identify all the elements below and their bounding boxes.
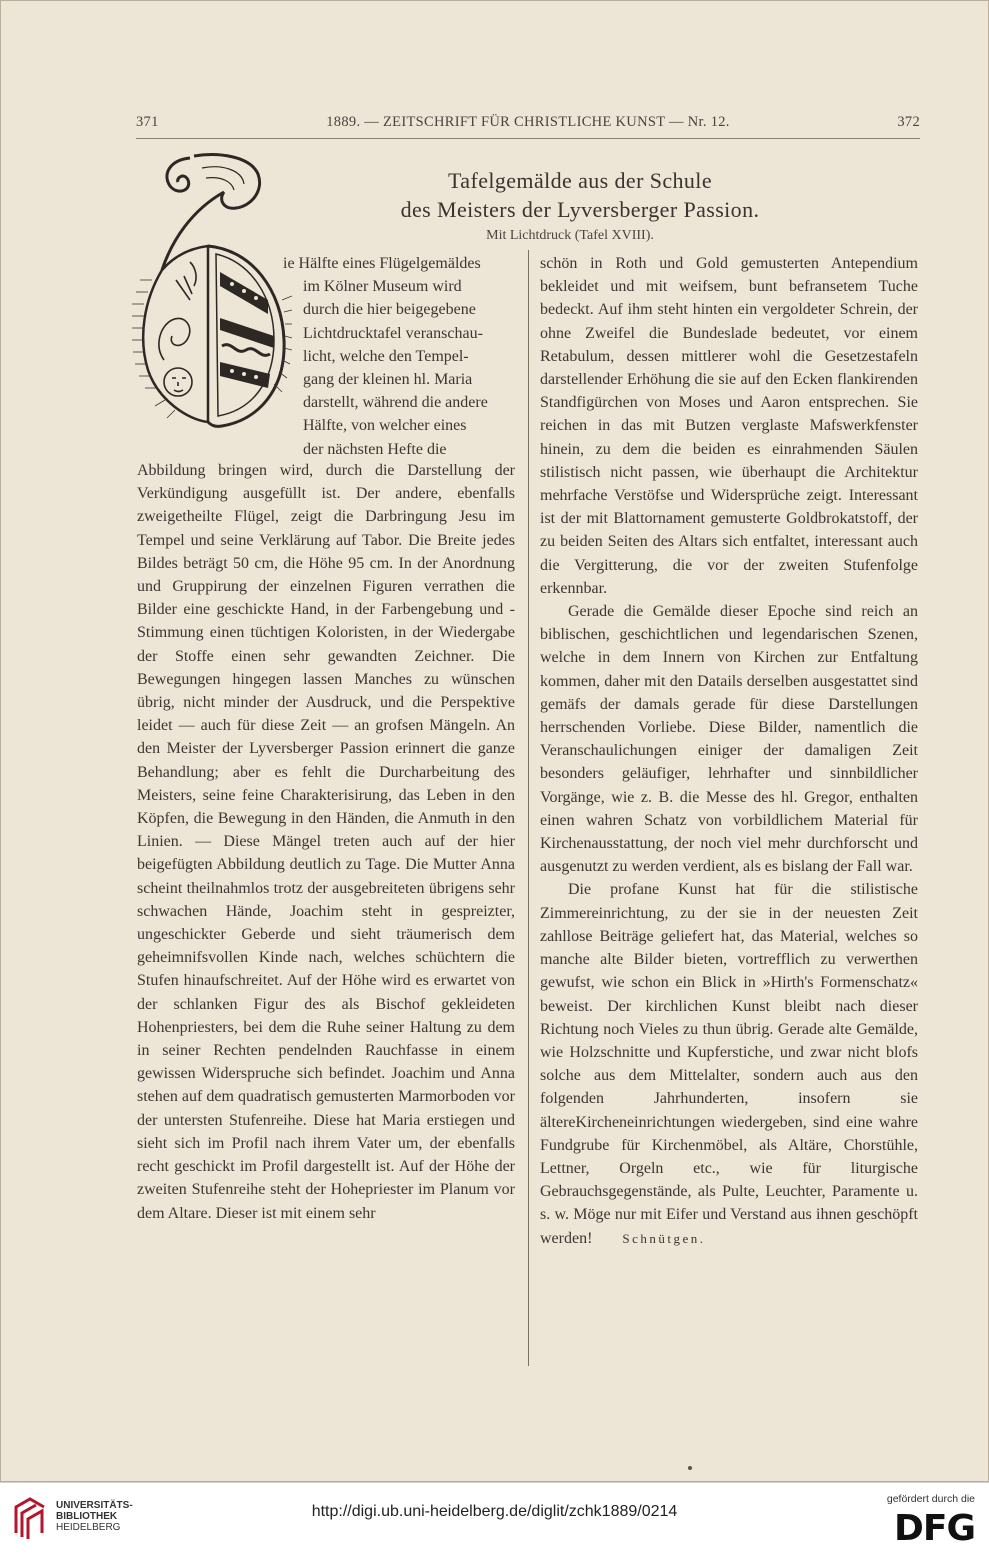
text-line: licht, welche den Tempel- — [303, 347, 469, 365]
text-line: im Kölner Museum wird — [303, 278, 462, 296]
text-line: Lichtdrucktafel veranschau- — [303, 324, 483, 342]
viewer-footer — [0, 1482, 989, 1555]
funding-caption: gefördert durch die — [886, 1493, 975, 1505]
running-header — [136, 114, 920, 134]
header-rule — [136, 138, 920, 139]
university-name-line: BIBLIOTHEK — [56, 1511, 118, 1522]
journal-header: 1889. — ZEITSCHRIFT FÜR CHRISTLICHE KUNST — Nr. 12. — [326, 114, 730, 130]
university-name-line: HEIDELBERG — [56, 1522, 121, 1533]
document-url-link[interactable]: http://digi.ub.uni-heidelberg.de/diglit/zchk1889/0214 — [311, 1503, 678, 1520]
article-subtitle: Mit Lichtdruck (Tafel XVIII). — [486, 228, 654, 243]
left-column — [137, 459, 515, 1225]
university-name-line: UNIVERSITÄTS- — [56, 1500, 133, 1511]
author-signature: Schnütgen. — [622, 1230, 706, 1246]
body-paragraph: Gerade die Gemälde dieser Epoche sind reich an biblischen, geschichtlichen und legendarischen Szenen, welche in dem Innern von Kirchen zur Entfaltung kommen, daher mit den Datails derselben ausgestattet sind gemäfs der damals gerade für diese Darstellungen herrschenden Vorliebe. Diese Bilder, namentlich die Veranschaulichungen einiger der damaligen Zeit besonders geläufiger, lehrhafter und sinnbildlicher Vorgänge, wie z. B. die Messe des hl. Gregor, enthalten einen wahren Schatz von vorbildlichem Material für Kirchenausstattung, der noch viel mehr durchforscht und ausgenutzt zu werden verdient, als es bislang der Fall war. — [540, 603, 918, 876]
article-title-line-2: des Meisters der Lyversberger Passion. — [400, 197, 760, 222]
page-number-left: 371 — [136, 114, 159, 130]
paragraph-text: Die profane Kunst hat für die stilistische Zimmereinrichtung, zu der sie in der neuesten Zeit zahllose Beiträge geliefert hat, das Material, welches so manche alte Bilder bieten, vortrefflich zu verwerthen gewufst, wie schon ein Blick in »Hirth's Formenschatz« beweist. Der kirchlichen Kunst bleibt nach dieser Richtung noch Vieles zu thun übrig. Gerade alte Gemälde, wie Holzschnitte und Kupferstiche, und zwar nicht blofs solche aus dem Mittelalter, sondern auch aus den folgenden Jahrhunderten, insofern sie ältereKircheneinrichtungen wiedergeben, sind eine wahre Fundgrube für Kirchenmöbel, als Altäre, Chorstühle, Lettner, Orgeln etc., wie für liturgische Gebrauchsgegenstände, als Pulte, Leuchter, Paramente u. s. w. Möge nur mit Eifer und Verstand aus ihnen geschöpft werden! — [540, 881, 918, 1247]
dfg-logo[interactable]: DFG — [893, 1508, 975, 1549]
column-divider — [528, 250, 529, 1366]
text-line: darstellt, während die andere — [303, 394, 488, 412]
text-line: ie Hälfte eines Flügelgemäldes — [283, 255, 481, 272]
page-number-right: 372 — [897, 114, 920, 130]
body-paragraph — [540, 878, 918, 1249]
body-paragraph: schön in Roth und Gold gemusterten Antependium bekleidet und mit weifsem, bunt befransetem Tuche bedeckt. Auf ihm steht hinten ein vergoldeter Schrein, der ohne Zweifel die Bundeslade bedeutet, vor einem Retabulum, dessen mittlerer wohl die Gesetzestafeln darstellender Erhöhung die sie auf den Ecken flankirenden Standfigürchen von Moses und Aaron entsprechen. Sie reichen in das mit Butzen verglaste Mafswerkfenster hinein, zu dem die beiden es einrahmenden Säulen stilistisch nicht passen, wie überhaupt die Architektur mehrfache Verstöfse und Widersprüche zeigt. Interessant ist der mit Blattornament gemusterte Goldbrokatstoff, der zu beiden Seiten des Altars sich entfaltet, interessant auch die Vergitterung, die vor der zweiten Stufenfolge erkennbar. — [540, 255, 918, 597]
text-line: durch die hier beigegebene — [303, 301, 476, 319]
text-line: gang der kleinen hl. Maria — [303, 371, 473, 389]
decorated-initial-icon — [132, 150, 292, 462]
text-line: Hälfte, von welcher eines — [303, 417, 467, 435]
text-line: der nächsten Hefte die — [303, 440, 447, 458]
article-title-line-1: Tafelgemälde aus der Schule — [448, 168, 712, 193]
scan-speck — [688, 1466, 692, 1470]
right-column — [540, 252, 918, 1250]
body-paragraph: Abbildung bringen wird, durch die Darstellung der Verkündigung ausgefüllt ist. Der andere, ebenfalls zweigetheilte Flügel, zeigt die Darbringung Jesu im Tempel und seine Verklärung auf Tabor. Die Breite jedes Bildes beträgt 50 cm, die Höhe 95 cm. In der Anordnung und Gruppirung der einzelnen Figuren verrathen die Bilder eine geschickte Hand, in der Farbengebung und -Stimmung einen tüchtigen Koloristen, in der Wiedergabe der Stoffe einen sehr gewandten Zeichner. Die Bewegungen hingegen lassen Manches zu wünschen übrig, nicht minder der Ausdruck, und die Perspektive leidet — auch für diese Zeit — an grofsen Mängeln. An den Meister der Lyversberger Passion erinnert die ganze Behandlung; aber es fehlt die Durcharbeitung des Meisters, seine feine Charakterisirung, das Leben in den Köpfen, die Bewegung in den Händen, die Anmuth in den Linien. — Diese Mängel treten auch auf der hier beigefügten Abbildung deutlich zu Tage. Die Mutter Anna scheint theilnahmlos trotz der ausgebreiteten übrigens sehr schwachen Hände, Joachim steht in gespreizter, ungeschickter Geberde und sieht träumerisch dem geheimnifsvollen Kinde nach, welches schüchtern die Stufen hinaufschreitet. Auf der Höhe wird es erwartet von der schlanken Figur des als Bischof gekleideten Hohenpriesters, bei dem die Ruhe seiner Haltung zu dem in seiner Rechten pendelnden Rauchfasse in einem gewissen Widerspruche sich befindet. Joachim und Anna stehen auf dem quadratisch gemusterten Marmorboden vor der untersten Stufenreihe. Diese hat Maria erstiegen und sieht sich im Profil nach ihrem Vater um, der ebenfalls recht geschickt im Profil dargestellt ist. Auf der Höhe der zweiten Stufenreihe steht der Hohepriester im Planum vor dem Altare. Dieser ist mit einem sehr — [137, 462, 515, 1222]
left-column-beside-initial — [283, 252, 515, 461]
